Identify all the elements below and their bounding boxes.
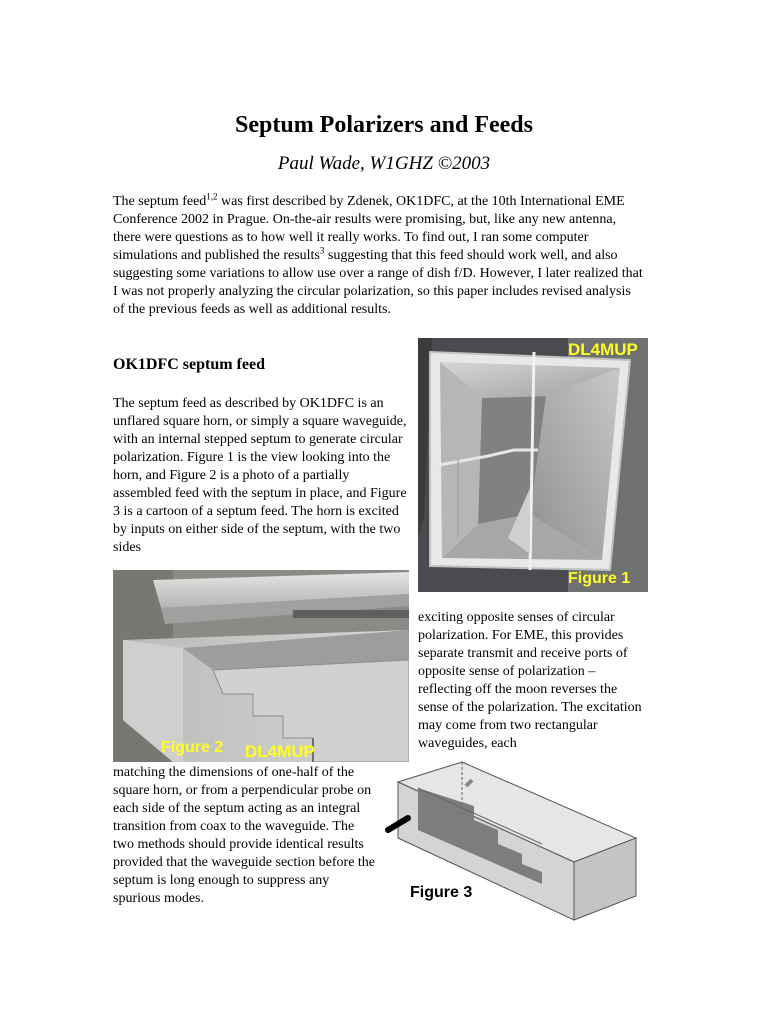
figure-2-label: Figure 2: [161, 739, 224, 756]
section-heading: OK1DFC septum feed: [113, 356, 265, 373]
page-title: Septum Polarizers and Feeds: [235, 112, 533, 138]
figure-2-credit: DL4MUP: [245, 742, 315, 761]
figure-1-credit: DL4MUP: [568, 340, 638, 359]
figure-1-label: Figure 1: [568, 570, 631, 587]
septum-assembly-illustration: [113, 570, 409, 762]
body-paragraph-a: The septum feed as described by OK1DFC is an unflared square horn, or simply a square waveguide, with an internal stepped septum to generate circular polarization. Figure 1 is the view looking into the horn, and Figure 2 is a photo of a partially assembled feed with the septum in place, and Figure 3 is a cartoon of a septum feed. The horn is excited by inputs on either side of the septum, with the two sides: [113, 396, 407, 555]
figure-3-label: Figure 3: [410, 884, 473, 901]
figure-2-photo: [113, 570, 409, 762]
body-paragraph-c: matching the dimensions of one-half of the square horn, or from a perpendicular probe on each side of the septum acting as an integral transition from coax to the waveguide. The two methods should provide identical results provided that the waveguide section before the septum is long enough to suppress any spurious modes.: [113, 765, 376, 906]
figure-1-photo: [418, 338, 648, 592]
horn-interior-illustration: [418, 338, 648, 592]
body-paragraph-b: exciting opposite senses of circular polarization. For EME, this provides separate transmit and receive ports of opposite sense of polarization – reflecting off the moon reverses the sense of the polarization. The excitation may come from two rectangular waveguides, each: [418, 610, 642, 751]
intro-paragraph: The septum feed$^{1,2}$ was first described by Zdenek, OK1DFC, at the 10th International EME Conference 2002 in Prague. On-the-air results were promising, but, like any new antenna, there were questions as to how well it really works. To find out, I ran some computer simulations and published the results$^3$ suggesting that this feed should work well, and also suggesting some variations to allow use over a range of dish f/D. However, I later realized that I was not properly analyzing the circular polarization, so this paper includes revised analysis of the previous feeds as well as additional results.: [113, 191, 643, 317]
author-line: Paul Wade, W1GHZ ©2003: [277, 153, 491, 174]
